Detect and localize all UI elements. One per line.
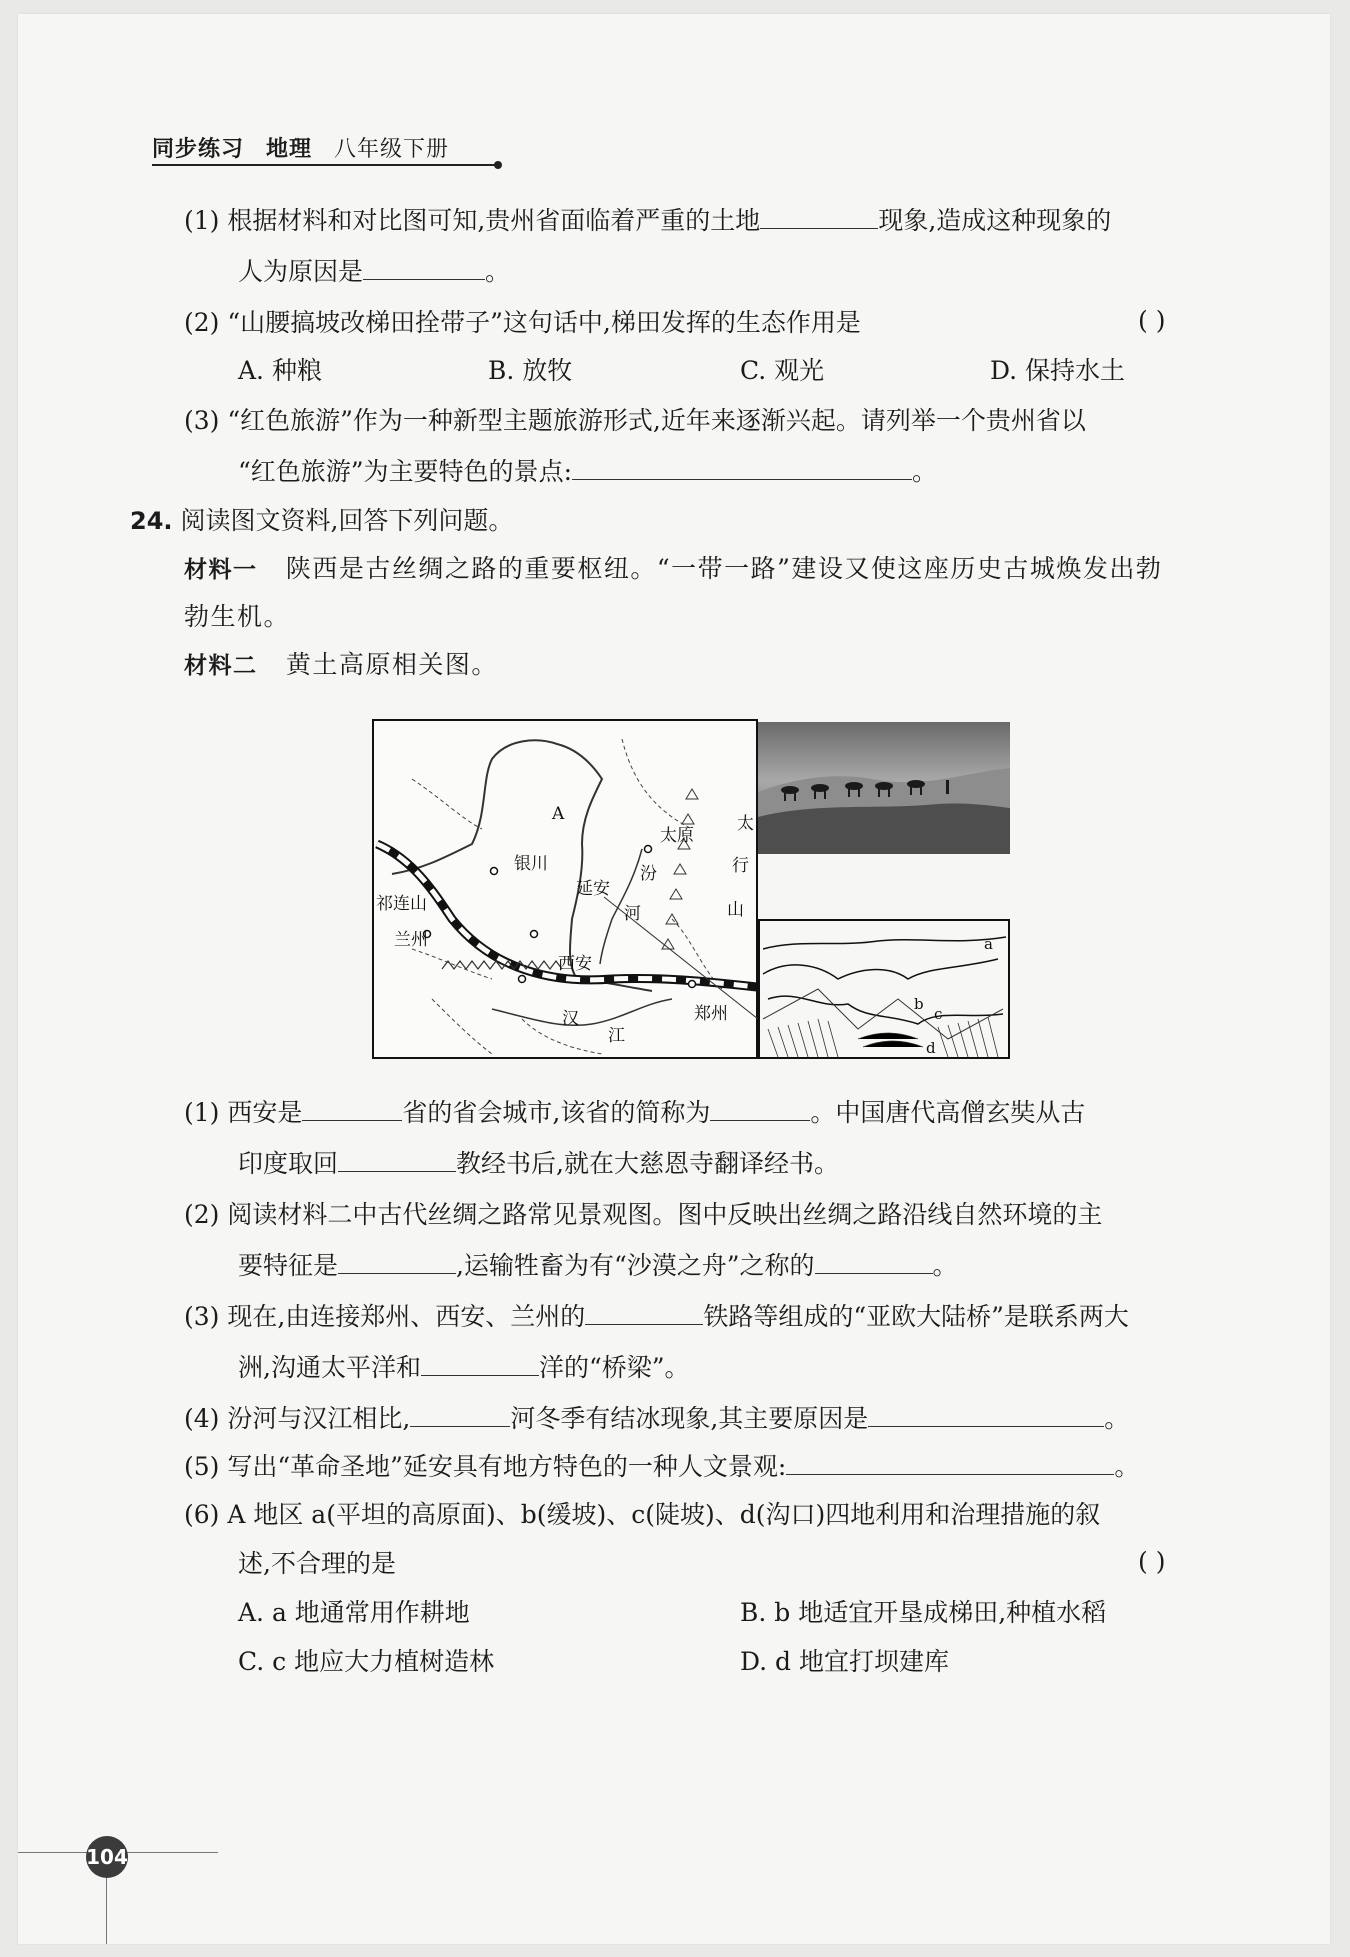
material-1-cont: 勃生机。 xyxy=(184,602,291,631)
terrain-label-a: a xyxy=(984,935,993,953)
q24-sub5 xyxy=(184,1450,1139,1484)
punct: 。 xyxy=(1114,1452,1140,1481)
answer-blank[interactable] xyxy=(363,257,485,280)
terrain-label-d: d xyxy=(926,1039,936,1057)
q24-sub1-line2 xyxy=(238,1147,839,1181)
map-label-taiyuan: 太原 xyxy=(660,826,694,846)
material-1-text: 陕西是古丝绸之路的重要枢纽。“一带一路”建设又使这座历史古城焕发出勃 xyxy=(285,554,1163,583)
q24-sub3-line1 xyxy=(184,1300,1129,1334)
loess-plateau-map xyxy=(372,719,758,1059)
punct: 。 xyxy=(485,257,511,286)
q24-sub2-text: 要特征是 xyxy=(238,1251,339,1280)
answer-blank[interactable] xyxy=(815,1251,933,1274)
q23-sub1-text: (1) 根据材料和对比图可知,贵州省面临着严重的土地 xyxy=(184,206,761,235)
header-subject: 地理 xyxy=(266,137,313,162)
q24-sub1-line1 xyxy=(184,1096,1085,1130)
page-number: 104 xyxy=(86,1836,128,1878)
map-label-yinchuan: 银川 xyxy=(514,854,548,874)
q24-sub4-text: 河冬季有结冰现象,其主要原因是 xyxy=(510,1404,869,1433)
punct: 。 xyxy=(932,1251,958,1280)
answer-blank[interactable] xyxy=(421,1353,539,1376)
q23-sub2 xyxy=(184,306,861,340)
q23-sub3-line2 xyxy=(238,455,937,489)
q23-sub3-text: “红色旅游”为主要特色的景点: xyxy=(238,457,572,486)
answer-blank[interactable] xyxy=(338,1251,456,1274)
q24-sub1-text: 。中国唐代高僧玄奘从古 xyxy=(810,1098,1086,1127)
q24-sub6-line2: 述,不合理的是 xyxy=(238,1549,396,1578)
material-2-label: 材料二 xyxy=(184,653,258,679)
q24-stem-text: 阅读图文资料,回答下列问题。 xyxy=(180,506,514,535)
q24-sub3-text: 铁路等组成的“亚欧大陆桥”是联系两大 xyxy=(703,1302,1129,1331)
map-label-xian: 西安 xyxy=(558,954,592,974)
map-label-hang: 行 xyxy=(732,856,749,876)
q24-sub1-text: (1) 西安是 xyxy=(184,1098,303,1127)
punct: 。 xyxy=(1104,1404,1130,1433)
answer-blank[interactable] xyxy=(710,1098,810,1121)
map-label-tai: 太 xyxy=(737,814,754,834)
map-label-han: 汉 xyxy=(562,1009,579,1029)
q24-option-d[interactable]: D. d 地宜打坝建库 xyxy=(740,1647,949,1676)
q23-option-d[interactable]: D. 保持水土 xyxy=(990,356,1126,385)
material-1-label: 材料一 xyxy=(184,557,258,583)
answer-blank[interactable] xyxy=(410,1404,510,1427)
q24-sub3-text: 洲,沟通太平洋和 xyxy=(238,1353,421,1382)
answer-parentheses[interactable]: ( ) xyxy=(1138,306,1166,335)
q23-option-c[interactable]: C. 观光 xyxy=(740,356,825,385)
answer-blank[interactable] xyxy=(302,1098,402,1121)
terrain-label-c: c xyxy=(934,1005,943,1023)
q24-option-b[interactable]: B. b 地适宜开垦成梯田,种植水稻 xyxy=(740,1598,1107,1627)
q24-sub3-line2 xyxy=(238,1351,690,1385)
q24-sub1-text: 印度取回 xyxy=(238,1149,339,1178)
q24-sub2-line2 xyxy=(238,1249,958,1283)
answer-blank[interactable] xyxy=(572,457,912,480)
map-label-jiang: 江 xyxy=(608,1026,625,1046)
q24-sub3-text: 洋的“桥梁”。 xyxy=(538,1353,690,1382)
q24-option-c[interactable]: C. c 地应大力植树造林 xyxy=(238,1647,495,1676)
material-2 xyxy=(184,648,498,683)
header-rule-dot xyxy=(494,161,502,169)
answer-blank[interactable] xyxy=(868,1404,1104,1427)
answer-blank[interactable] xyxy=(786,1452,1114,1475)
q23-sub1-text: 人为原因是 xyxy=(238,257,364,286)
desert-camel-photo xyxy=(758,722,1010,854)
map-label-zhengzhou: 郑州 xyxy=(694,1004,728,1024)
map-label-A: A xyxy=(552,804,565,824)
q24-option-a[interactable]: A. a 地通常用作耕地 xyxy=(238,1598,470,1627)
map-label-he: 河 xyxy=(624,904,641,924)
q24-stem xyxy=(130,504,513,538)
header-grade: 八年级下册 xyxy=(334,137,450,162)
answer-blank[interactable] xyxy=(585,1302,703,1325)
q23-sub1-text: 现象,造成这种现象的 xyxy=(878,206,1112,235)
answer-blank[interactable] xyxy=(338,1149,456,1172)
q23-sub1-line1 xyxy=(184,204,1111,238)
map-label-yanan: 延安 xyxy=(576,879,610,899)
question-number: 24. xyxy=(130,507,173,535)
map-label-shan: 山 xyxy=(727,900,744,920)
header-series: 同步练习 xyxy=(152,137,245,162)
header-rule xyxy=(152,164,498,166)
q24-sub1-text: 省的省会城市,该省的简称为 xyxy=(402,1098,711,1127)
map-label-qilian: 祁连山 xyxy=(376,894,427,914)
q23-option-b[interactable]: B. 放牧 xyxy=(488,356,573,385)
q24-sub6-line1: (6) A 地区 a(平坦的高原面)、b(缓坡)、c(陡坡)、d(沟口)四地利用和治理措施的叙 xyxy=(184,1500,1101,1529)
terrain-label-b: b xyxy=(914,995,924,1013)
material-1 xyxy=(184,552,1162,587)
q23-option-a[interactable]: A. 种粮 xyxy=(238,356,322,385)
q24-sub2-line1: (2) 阅读材料二中古代丝绸之路常见景观图。图中反映出丝绸之路沿线自然环境的主 xyxy=(184,1200,1103,1229)
q24-sub3-text: (3) 现在,由连接郑州、西安、兰州的 xyxy=(184,1302,586,1331)
q23-sub3-line1: (3) “红色旅游”作为一种新型主题旅游形式,近年来逐渐兴起。请列举一个贵州省以 xyxy=(184,406,1086,435)
q24-sub1-text: 教经书后,就在大慈恩寺翻译经书。 xyxy=(456,1149,839,1178)
answer-blank[interactable] xyxy=(760,206,878,229)
punct: 。 xyxy=(912,457,938,486)
loess-terrain-sketch xyxy=(758,919,1010,1059)
q24-sub4 xyxy=(184,1402,1129,1436)
q23-sub1-line2 xyxy=(238,255,510,289)
answer-parentheses[interactable]: ( ) xyxy=(1138,1547,1166,1576)
q24-sub2-text: ,运输牲畜为有“沙漠之舟”之称的 xyxy=(456,1251,815,1280)
page xyxy=(18,14,1330,1944)
material-2-text: 黄土高原相关图。 xyxy=(285,650,498,679)
map-label-fen: 汾 xyxy=(640,864,657,884)
q23-sub2-text: (2) “山腰搞坡改梯田拴带子”这句话中,梯田发挥的生态作用是 xyxy=(184,308,861,337)
q24-sub4-text: (4) 汾河与汉江相比, xyxy=(184,1404,411,1433)
q24-sub5-text: (5) 写出“革命圣地”延安具有地方特色的一种人文景观: xyxy=(184,1452,787,1481)
page-header xyxy=(152,132,449,163)
map-label-lanzhou: 兰州 xyxy=(394,930,428,950)
